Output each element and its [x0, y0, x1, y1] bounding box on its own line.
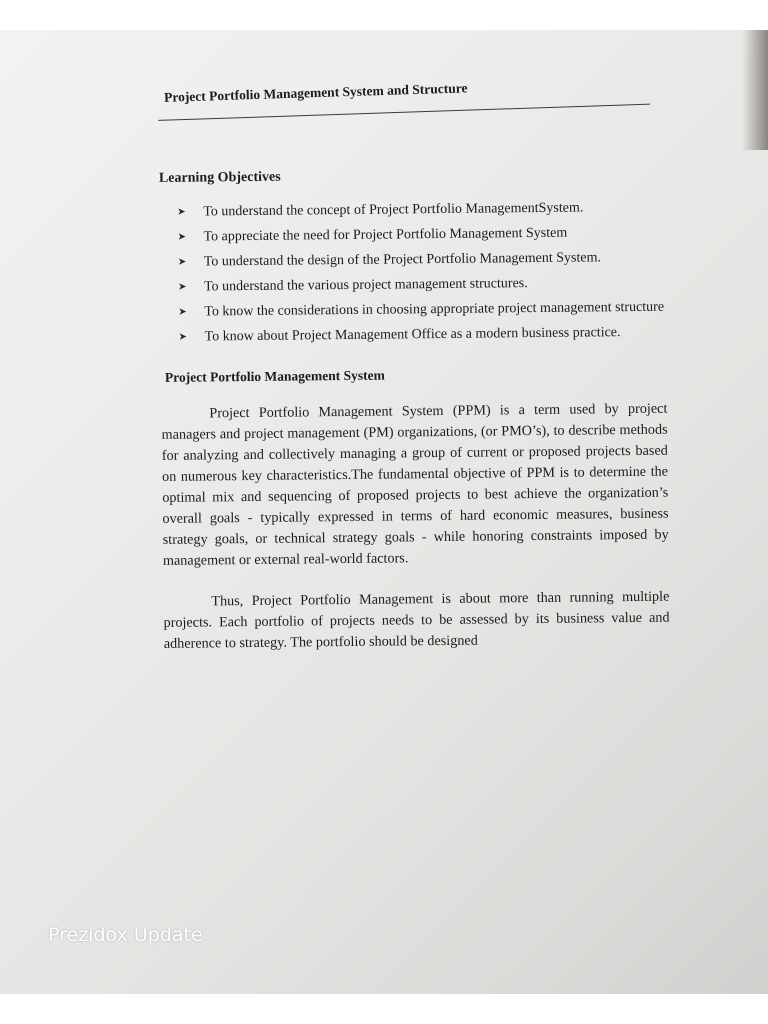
learning-objectives-heading: Learning Objectives: [158, 169, 281, 186]
title-underline: [158, 104, 650, 121]
objective-text: To know the considerations in choosing appropriate project management structure: [204, 299, 665, 320]
objective-item: [177, 223, 673, 248]
document-content: [152, 80, 678, 655]
paper-edge-shadow: [742, 30, 768, 150]
arrow-bullet-icon: ➤: [177, 206, 186, 218]
arrow-bullet-icon: ➤: [178, 306, 187, 318]
arrow-bullet-icon: ➤: [178, 331, 188, 343]
objective-item: [178, 323, 674, 348]
objective-item: [178, 298, 674, 323]
watermark-text: Prezidox Update: [48, 924, 203, 946]
arrow-bullet-icon: ➤: [177, 256, 187, 268]
objective-text: To know about Project Management Office as a modern business practice.: [204, 325, 621, 345]
objectives-list: [177, 198, 674, 348]
body-paragraph-1-text: Project Portfolio Management System (PPM) is a term used by project managers and project management (PM) organizations, (or PMO’s), to describe methods for analyzing and collectively managing a group of current or proposed projects based on numerous key characteristics.The fundamental objective of PPM is to determine the optimal mix and sequencing of proposed projects to best achieve the organization’s overall goals - typically expressed in terms of hard economic measures, business strategy goals, or technical strategy goals - while honoring constraints imposed by management or external real-world factors.: [161, 400, 669, 569]
ppm-section-heading: Project Portfolio Management System: [164, 367, 385, 385]
objective-item: [177, 198, 673, 223]
objective-text: To understand the concept of Project Portfolio ManagementSystem.: [203, 200, 584, 220]
objective-text: To understand the various project management structures.: [203, 276, 528, 295]
paper-sheet: [0, 30, 768, 994]
paragraph-indent: [163, 605, 211, 606]
arrow-bullet-icon: ➤: [177, 231, 186, 243]
objective-item: [178, 248, 674, 273]
arrow-bullet-icon: ➤: [178, 281, 187, 293]
body-paragraph-2-text: Thus, Project Portfolio Management is about more than running multiple projects. Each portfolio of projects needs to be assessed by its business value and adherence to strategy. The portfolio should be designed: [163, 588, 670, 652]
body-paragraph-1: [161, 399, 669, 572]
objective-text: To appreciate the need for Project Portfolio Management System: [203, 225, 568, 245]
body-paragraph-2: [163, 587, 670, 655]
paragraph-indent: [161, 417, 209, 418]
objective-item: [178, 273, 674, 298]
document-title: Project Portfolio Management System and Structure: [163, 80, 468, 105]
objective-text: To understand the design of the Project Portfolio Management System.: [203, 250, 602, 270]
